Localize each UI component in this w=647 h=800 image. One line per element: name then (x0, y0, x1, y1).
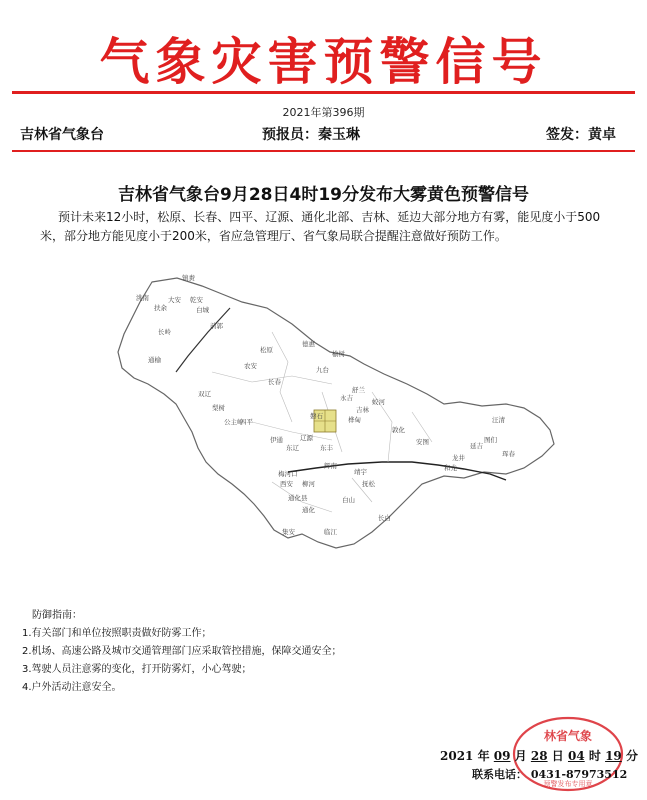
defense-guide (22, 607, 442, 697)
map-place-label: 农安 (244, 362, 257, 370)
map-place-label: 长岭 (158, 328, 171, 336)
map-place-label: 抚松 (362, 480, 375, 488)
map-place-label: 东丰 (320, 444, 333, 452)
map-place-label: 梨树 (212, 404, 225, 412)
date-month-unit: 月 (514, 749, 527, 763)
map-place-label: 珲春 (502, 450, 515, 458)
map-place-label: 镇赉 (182, 274, 195, 282)
map-place-label: 安图 (416, 438, 429, 446)
map-place-label: 舒兰 (352, 386, 365, 394)
forecaster: 预报员：秦玉琳 (262, 127, 360, 143)
date-month: 09 (493, 749, 511, 763)
map-place-label: 通化 (302, 506, 315, 514)
map-place-label: 德惠 (302, 340, 315, 348)
map-place-label: 公主岭 (224, 418, 244, 426)
map-place-label: 集安 (282, 528, 295, 536)
map-place-label: 双辽 (198, 390, 211, 398)
guide-item: 2.机场、高速公路及城市交通管理部门应采取管控措施，保障交通安全； (22, 646, 342, 657)
date-minute-unit: 分 (625, 749, 638, 763)
issuer: 吉林省气象台 (20, 127, 104, 143)
masthead-rule (12, 91, 635, 94)
guide-item: 4.户外活动注意安全。 (22, 682, 122, 693)
map-place-label: 前郭 (210, 322, 223, 330)
issue-number: 2021年第396期 (282, 106, 365, 119)
map-place-label: 西安 (280, 480, 293, 488)
map-place-label: 长春 (268, 378, 281, 386)
guide-item: 1.有关部门和单位按照职责做好防雾工作； (22, 628, 212, 639)
map-place-label: 辽源 (300, 434, 313, 442)
map-place-label: 临江 (324, 528, 337, 536)
map-place-label: 磐石 (310, 412, 323, 420)
map-place-label: 榆树 (332, 350, 345, 358)
map-place-label: 白山 (342, 496, 355, 504)
guide-title: 防御指南： (32, 610, 82, 621)
map-place-label: 汪清 (492, 416, 505, 424)
date-hour-unit: 时 (588, 749, 601, 763)
date-year-unit: 年 (477, 749, 490, 763)
date-hour: 04 (567, 749, 585, 763)
map-place-label: 图们 (484, 436, 497, 444)
map-place-label: 洮南 (136, 294, 149, 302)
map-place-label: 龙井 (452, 454, 465, 462)
date-year: 2021 (440, 749, 474, 763)
signer: 签发：黄卓 (546, 127, 616, 143)
contact-label: 联系电话： (472, 768, 527, 781)
guide-item: 3.驾驶人员注意雾的变化，打开防雾灯，小心驾驶； (22, 664, 252, 675)
map-place-label: 辉南 (324, 462, 337, 470)
map-place-label: 九台 (316, 366, 329, 374)
bulletin-headline: 吉林省气象台9月28日4时19分发布大雾黄色预警信号 (118, 185, 529, 205)
map-place-label: 松原 (260, 346, 273, 354)
map-place-label: 蛟河 (372, 398, 385, 406)
contact-line (472, 766, 627, 782)
map-place-label: 柳河 (302, 480, 315, 488)
map-place-label: 长白 (378, 514, 391, 522)
map-place-label: 大安 (168, 296, 181, 304)
map-place-label: 通榆 (148, 356, 161, 364)
date-minute: 19 (605, 749, 622, 763)
map-place-label: 白城 (196, 306, 209, 314)
contact-phone: 0431-87973512 (530, 768, 628, 781)
bulletin-body: 预计未来12小时，松原、长春、四平、辽源、通化北部、吉林、延边大部分地方有雾，能见度小于500米，部分地方能见度小于200米，省应急管理厅、省气象局联合提醒注意做好预防工作。 (40, 210, 601, 243)
map-place-label: 通化县 (288, 494, 308, 502)
province-map (92, 272, 560, 554)
masthead-title: 气象灾害预警信号 (99, 32, 548, 91)
map-place-label: 四平 (240, 418, 253, 426)
map-place-label: 梅河口 (278, 470, 298, 478)
map-place-label: 敦化 (392, 426, 405, 434)
date-day: 28 (530, 749, 548, 763)
map-place-label: 永吉 (340, 394, 353, 402)
map-place-label: 扶余 (154, 304, 167, 312)
map-place-label: 伊通 (270, 436, 283, 444)
seal-subtext: 预警发布专用章 (543, 780, 593, 788)
date-day-unit: 日 (551, 749, 564, 763)
header-rule (12, 150, 635, 152)
seal-text: 林省气象 (543, 729, 593, 743)
map-place-label: 桦甸 (348, 416, 361, 424)
map-place-label: 延吉 (470, 442, 483, 450)
map-place-label: 靖宇 (354, 468, 367, 476)
map-place-label: 乾安 (190, 296, 203, 304)
map-place-label: 东辽 (286, 444, 299, 452)
map-place-label: 吉林 (356, 406, 369, 414)
map-place-label: 和龙 (444, 464, 457, 472)
issue-datetime (440, 747, 638, 764)
